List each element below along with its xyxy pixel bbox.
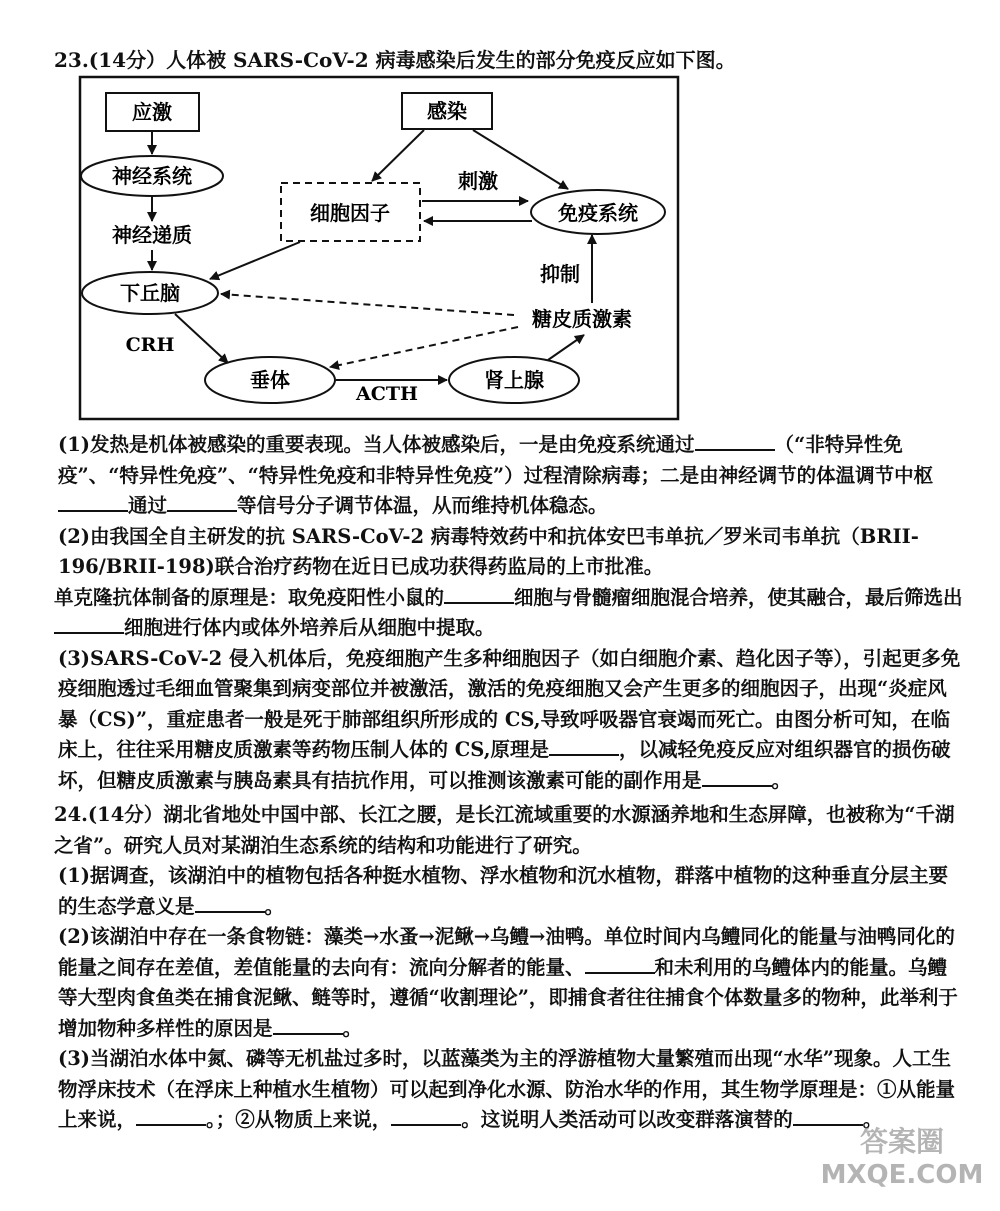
answer-blank[interactable]: [702, 767, 772, 787]
answer-blank[interactable]: [273, 1015, 343, 1035]
q24-part-1: (1)据调查，该湖泊中的植物包括各种挺水植物、浮水植物和沉水植物，群落中植物的这种垂直分层主要的生态学意义是 。: [58, 864, 949, 918]
answer-blank[interactable]: [391, 1106, 461, 1126]
answer-blank[interactable]: [58, 492, 128, 512]
arrow-infection-to-cytokine: [372, 130, 424, 181]
q24-intro: 24.(14分）湖北省地处中国中部、长江之腰，是长江流域重要的水源涵养地和生态屏障，也被称为“千湖之省”。研究人员对某湖泊生态系统的结构和功能进行了研究。: [54, 803, 955, 857]
arrow-cytokine-to-hypothalamus: [210, 242, 300, 279]
arrow-adrenal-to-glucocorticoid: [548, 335, 584, 360]
pituitary-label: 垂体: [250, 368, 290, 392]
q23-part-1: (1)发热是机体被感染的重要表现。当人体被感染后，一是由免疫系统通过 （“非特异性免疫”、“特异性免疫”、“特异性免疫和非特异性免疫”）过程清除病毒；二是由神经调节的体温调节中枢通过 等信号分子调节体温，从而维持机体稳态。: [58, 433, 934, 517]
arrow-hypothalamus-to-pituitary: [175, 314, 228, 363]
acth-label: ACTH: [356, 383, 418, 405]
question-23-title: 23.(14分）人体被 SARS-CoV-2 病毒感染后发生的部分免疫反应如下图。: [54, 48, 736, 72]
cytokine-label: 细胞因子: [310, 201, 390, 225]
inhibit-label: 抑制: [540, 262, 580, 286]
answer-blank[interactable]: [54, 614, 124, 634]
watermark-logo: [818, 1121, 986, 1191]
answer-blank[interactable]: [136, 1106, 206, 1126]
question-24-body: [54, 800, 966, 1136]
q23-part-2-intro: (2)由我国全自主研发的抗 SARS-CoV-2 病毒特效药中和抗体安巴韦单抗／罗米司韦单抗（BRII-196/BRII-198)联合治疗药物在近日已成功获得药监局的上市批准。: [58, 524, 919, 578]
neurotransmitter-label: 神经递质: [112, 223, 192, 247]
answer-blank[interactable]: [585, 954, 655, 974]
q23-part-2: 单克隆抗体制备的原理是：取免疫阳性小鼠的 细胞与骨髓瘤细胞混合培养，使其融合，最后筛选出细胞进行体内或体外培养后从细胞中提取。: [54, 585, 963, 639]
hypothalamus-label: 下丘脑: [120, 281, 180, 305]
immune-system-label: 免疫系统: [558, 201, 638, 225]
answer-blank[interactable]: [695, 431, 775, 451]
answer-blank[interactable]: [167, 492, 237, 512]
nervous-system-label: 神经系统: [112, 164, 192, 188]
stimulate-label: 刺激: [458, 169, 498, 193]
q23-part-3: (3)SARS-CoV-2 侵入机体后，免疫细胞产生多种细胞因子（如白细胞介素、趋化因子等），引起更多免疫细胞透过毛细血管聚集到病变部位并被激活，激活的免疫细胞又会产生更多的细胞因子，出现“炎症风暴（CS)”，重症患者一般是死于肺部组织所形成的 CS,导致呼吸器官衰竭而死亡。由图分析可知，在临床上，往往采用糖皮质激素等药物压制人体的 CS,原理是 ，以减轻免疫反应对组织器官的损伤破坏，但糖皮质激素与胰岛素具有拮抗作用，可以推测该激素可能的副作用是 。: [58, 646, 961, 792]
answer-blank[interactable]: [444, 584, 514, 604]
immune-response-diagram: [78, 75, 682, 421]
stress-label: 应激: [132, 100, 172, 124]
q24-part-3: (3)当湖泊水体中氮、磷等无机盐过多时，以蓝藻类为主的浮游植物大量繁殖而出现“水华”现象。人工生物浮床技术（在浮床上种植水生植物）可以起到净化水源、防治水华的作用，其生物学原理是：①从能量上来说， 。；②从物质上来说， 。这说明人类活动可以改变群落演替的 。: [58, 1047, 956, 1131]
question-23-body: [54, 430, 966, 796]
infection-label: 感染: [427, 99, 467, 123]
crh-label: CRH: [125, 334, 175, 356]
glucocorticoid-label: 糖皮质激素: [532, 307, 632, 331]
dashed-arrow-glucocorticoid-to-hypothalamus: [221, 294, 514, 315]
watermark-line-2: MXQE.COM: [820, 1160, 984, 1190]
adrenal-label: 肾上腺: [484, 368, 544, 392]
answer-blank[interactable]: [549, 736, 619, 756]
watermark-line-1: 答案圈: [859, 1125, 945, 1158]
q24-part-2: (2)该湖泊中存在一条食物链：藻类→水蚤→泥鳅→乌鳢→油鸭。单位时间内乌鳢同化的能量与油鸭同化的能量之间存在差值，差值能量的去向有：流向分解者的能量、 和未利用的乌鳢体内的能量。乌鳢等大型肉食鱼类在捕食泥鳅、鲢等时，遵循“收割理论”，即捕食者往往捕食个体数量多的物种，此举利于增加物种多样性的原因是 。: [58, 925, 958, 1040]
answer-blank[interactable]: [195, 893, 265, 913]
